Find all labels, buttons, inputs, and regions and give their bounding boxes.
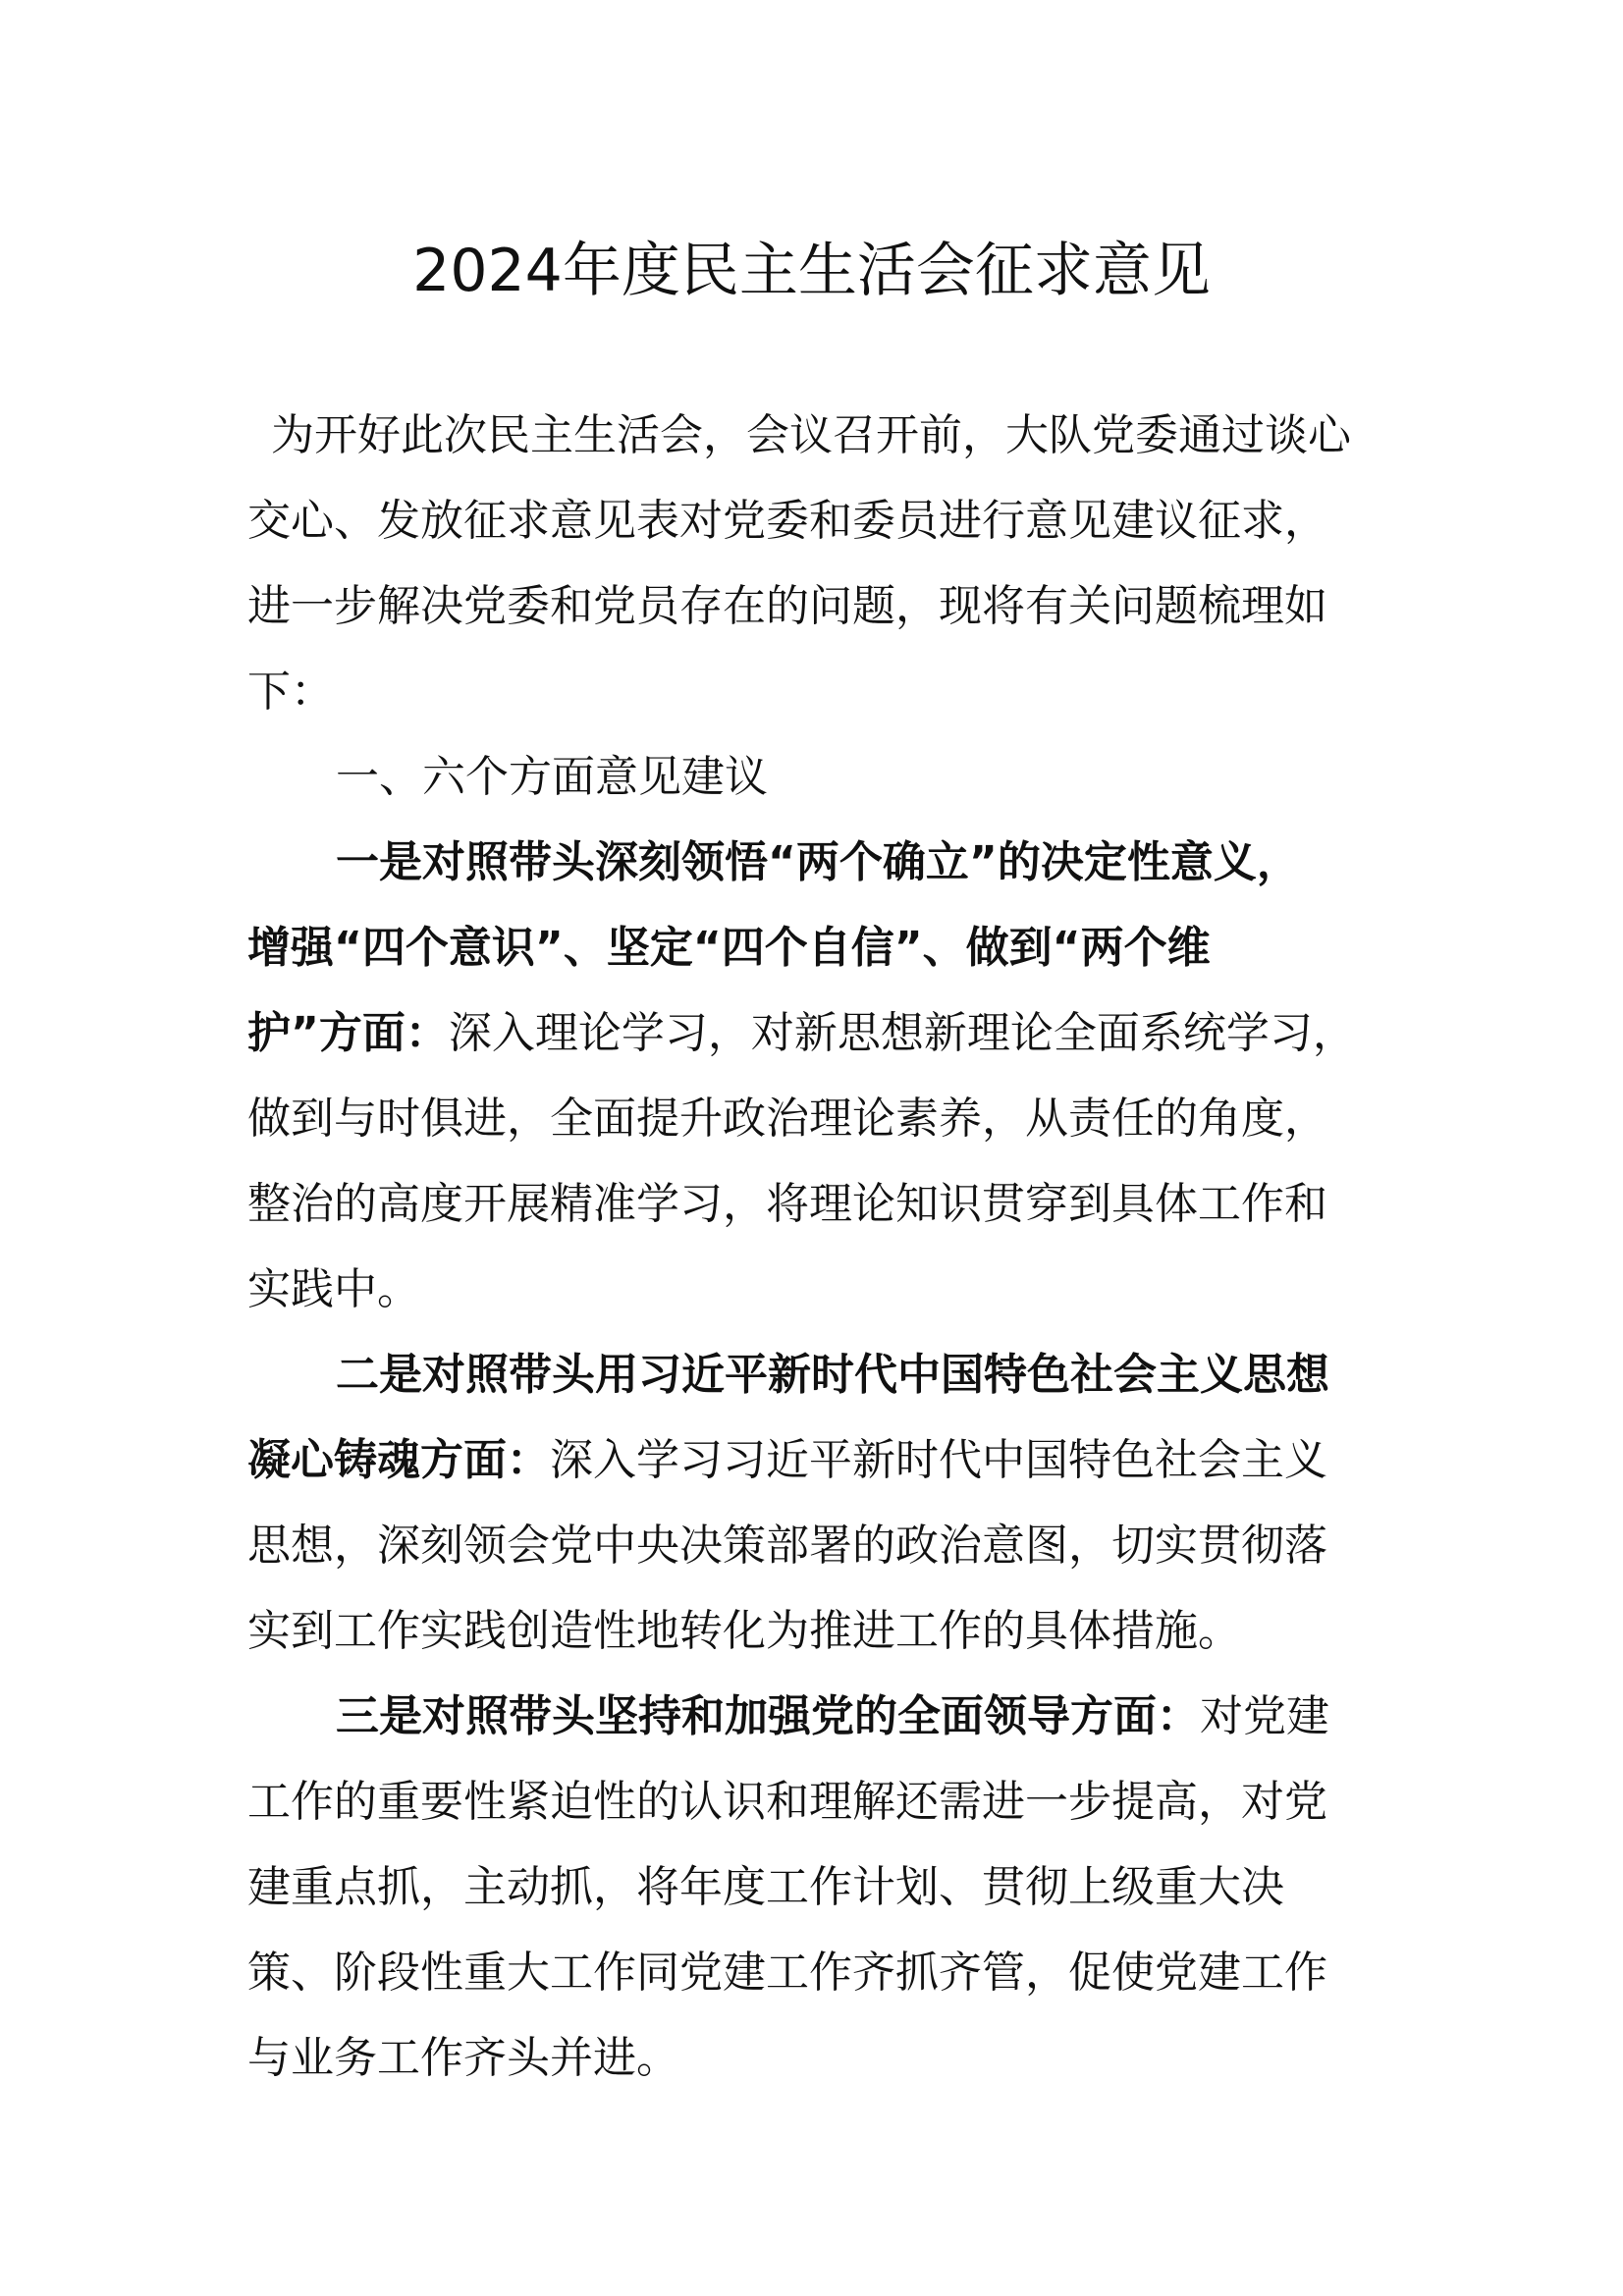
- line-text: 为开好此次民主生活会，会议召开前，大队党委通过谈心: [271, 410, 1351, 460]
- body-line: [247, 1944, 1327, 2002]
- body-line: [271, 406, 1351, 465]
- body-line: [247, 1517, 1327, 1575]
- line-text: 深入理论学习，对新思想新理论全面系统学习，: [448, 1008, 1356, 1058]
- line-bold: 凝心铸魂方面：: [247, 1435, 550, 1485]
- body-line: [247, 919, 1211, 978]
- body-line: [336, 1687, 1329, 1746]
- body-line: [247, 1175, 1327, 1234]
- line-text: 工作的重要性紧迫性的认识和理解还需进一步提高，对党: [247, 1777, 1327, 1827]
- line-bold: 一是对照带头深刻领悟“两个确立”的决定性意义，: [336, 837, 1300, 887]
- line-text: 整治的高度开展精准学习，将理论知识贯穿到具体工作和: [247, 1179, 1327, 1229]
- section-heading: [336, 748, 768, 807]
- line-text: 策、阶段性重大工作同党建工作齐抓齐管，促使党建工作: [247, 1948, 1327, 1998]
- body-line: [247, 1602, 1241, 1661]
- line-text: 下：: [247, 667, 334, 717]
- body-line: [247, 1773, 1327, 1832]
- line-text: 与业务工作齐头并进。: [247, 2033, 679, 2083]
- line-text: 交心、发放征求意见表对党委和委员进行意见建议征求，: [247, 496, 1327, 546]
- line-text: 一、六个方面意见建议: [336, 752, 768, 802]
- body-line: [247, 1858, 1284, 1917]
- body-line: [247, 492, 1327, 551]
- body-line: [247, 1431, 1327, 1490]
- line-text: 实践中。: [247, 1264, 420, 1314]
- body-line: [336, 833, 1300, 892]
- line-bold: 护”方面：: [247, 1008, 449, 1058]
- line-text: 思想，深刻领会党中央决策部署的政治意图，切实贯彻落: [247, 1521, 1327, 1571]
- body-line: [247, 1260, 420, 1319]
- body-line: [247, 1090, 1327, 1148]
- line-bold: 二是对照带头用习近平新时代中国特色社会主义思想: [336, 1350, 1329, 1400]
- body-line: [336, 1346, 1329, 1405]
- line-text: 实到工作实践创造性地转化为推进工作的具体措施。: [247, 1606, 1241, 1656]
- body-line: [247, 1004, 1356, 1063]
- line-text: 做到与时俱进，全面提升政治理论素养，从责任的角度，: [247, 1094, 1327, 1144]
- body-line: [247, 663, 334, 721]
- line-text: 进一步解决党委和党员存在的问题，现将有关问题梳理如: [247, 581, 1327, 631]
- line-bold: 三是对照带头坚持和加强党的全面领导方面：: [336, 1691, 1200, 1741]
- line-text: 对党建: [1200, 1691, 1329, 1741]
- document-title: 2024年度民主生活会征求意见: [412, 237, 1211, 305]
- line-bold: 增强“四个意识”、坚定“四个自信”、做到“两个维: [247, 923, 1211, 973]
- line-text: 深入学习习近平新时代中国特色社会主义: [550, 1435, 1327, 1485]
- body-line: [247, 2029, 679, 2088]
- body-line: [247, 577, 1327, 636]
- line-text: 建重点抓，主动抓，将年度工作计划、贯彻上级重大决: [247, 1862, 1284, 1912]
